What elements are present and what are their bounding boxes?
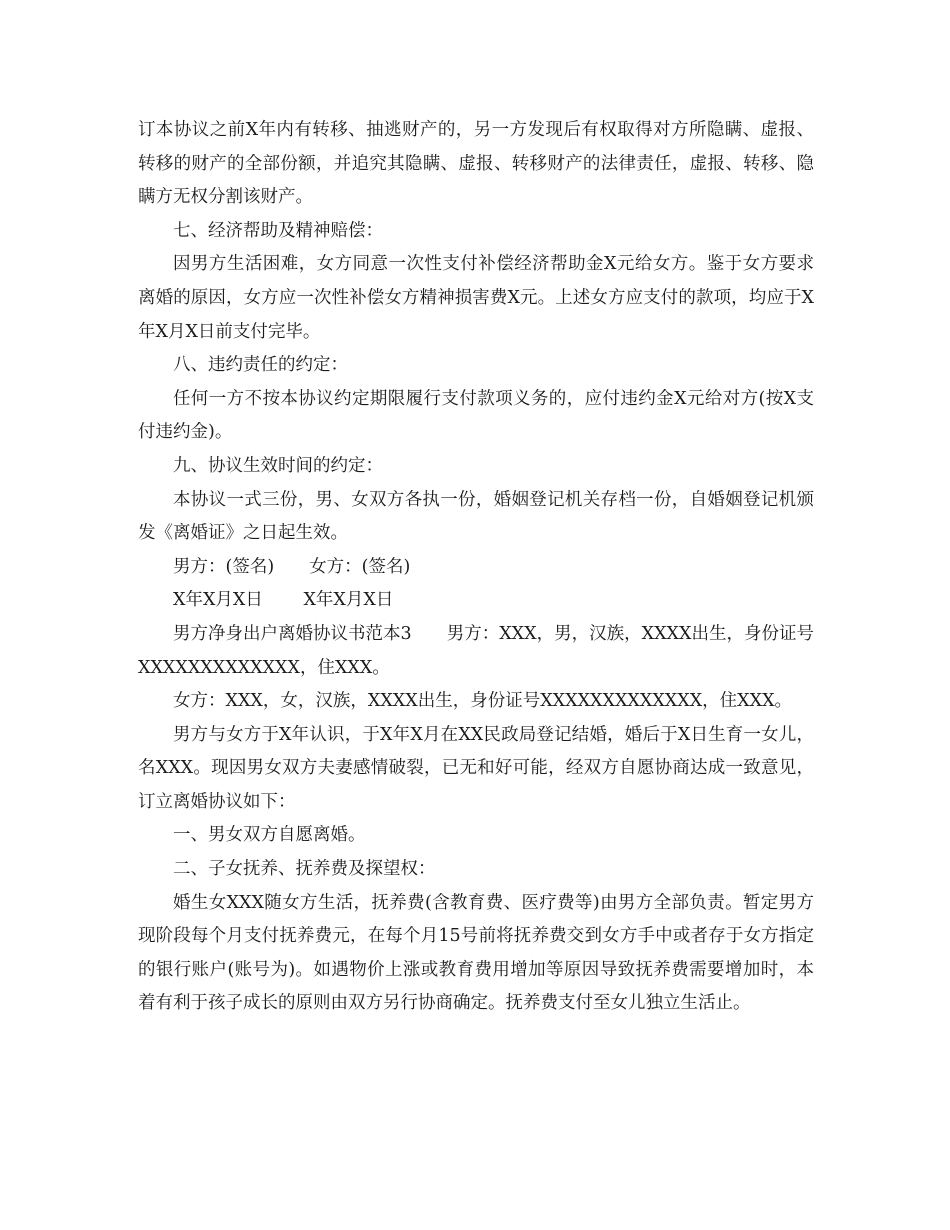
heading-breach-liability: 八、违约责任的约定：: [173, 355, 348, 376]
clause-voluntary-divorce: 一、男女双方自愿离婚。: [173, 825, 366, 846]
paragraph-property-concealment: 订本协议之前X年内有转移、抽逃财产的，另一方发现后有权取得对方所隐瞒、虚报、转移的财产的全部份额，并追究其隐瞒、虚报、转移财产的法律责任，虚报、转移、隐瞒方无权分割该财产。: [138, 120, 814, 208]
paragraph-breach-liability: 任何一方不按本协议约定期限履行支付款项义务的，应付违约金X元给对方(按X支付违约金)。: [138, 388, 814, 443]
heading-child-support: 二、子女抚养、抚养费及探望权：: [173, 859, 436, 880]
paragraph-marriage-background: 男方与女方于X年认识，于X年X月在XX民政局登记结婚，婚后于X日生育一女儿，名XXX。现因男女双方夫妻感情破裂，已无和好可能，经双方自愿协商达成一致意见，订立离婚协议如下：: [138, 724, 814, 812]
heading-effective-time: 九、协议生效时间的约定：: [173, 455, 383, 476]
paragraph-female-party: 女方：XXX，女，汉族，XXXX出生，身份证号XXXXXXXXXXXXX，住XXX。: [173, 691, 793, 712]
paragraph-template-3-male: 男方净身出户离婚协议书范本3 男方：XXX，男，汉族，XXXX出生，身份证号XXXXXXXXXXXXX，住XXX。: [138, 623, 814, 678]
document-body: [138, 114, 814, 1021]
paragraph-effective-time: 本协议一式三份，男、女双方各执一份，婚姻登记机关存档一份，自婚姻登记机颁发《离婚证》之日起生效。: [138, 489, 814, 544]
paragraph-child-support: 婚生女XXX随女方生活，抚养费(含教育费、医疗费等)由男方全部负责。暂定男方现阶段每个月支付抚养费元，在每个月15号前将抚养费交到女方手中或者存于女方指定的银行账户(账号为)。如遇物价上涨或教育费用增加等原因导致抚养费需要增加时，本着有利于孩子成长的原则由双方另行协商确定。抚养费支付至女儿独立生活止。: [138, 892, 814, 1014]
heading-economic-help: 七、经济帮助及精神赔偿：: [173, 220, 383, 241]
date-line: X年X月X日 X年X月X日: [173, 590, 394, 611]
paragraph-economic-help: 因男方生活困难，女方同意一次性支付补偿经济帮助金X元给女方。鉴于女方要求离婚的原因，女方应一次性补偿女方精神损害费X元。上述女方应支付的款项，均应于X年X月X日前支付完毕。: [138, 254, 814, 342]
signature-line: 男方：(签名) 女方：(签名): [173, 556, 411, 577]
